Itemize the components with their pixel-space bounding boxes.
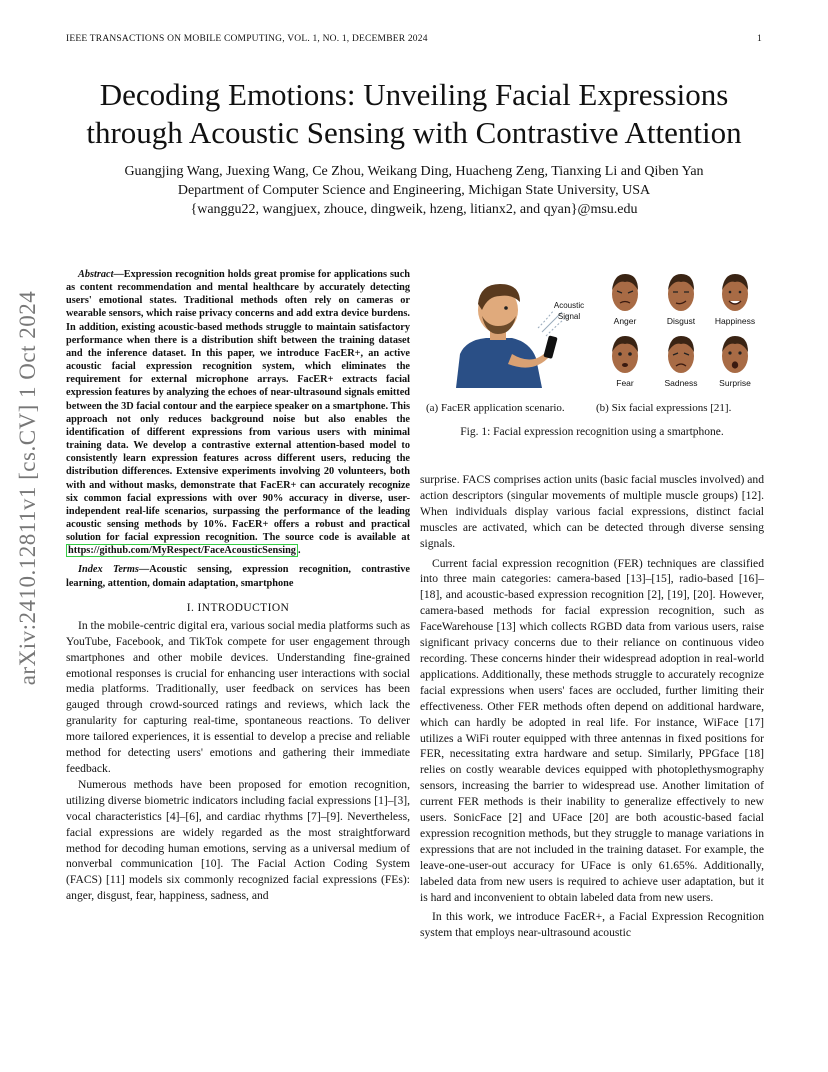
intro-paragraph-2: Numerous methods have been proposed for emotion recognition, utilizing diverse biometric indicators including facial expressions [1]–[3], vocal characteristics [4]–[6], and cardiac rhythms [7]–[9]. Nevertheless, facial expressions are widely regarded as the most straightforward method for decoding human emotions, serving as a universal medium of nonverbal communication [10]. The Facial Action Coding System (FACS) [11] models six commonly recognized facial expressions (FEs): anger, disgust, fear, happiness, sadness, and xyxy=(66,777,410,903)
index-terms-paragraph xyxy=(66,563,410,589)
face-surprise-icon xyxy=(718,332,752,376)
intro-paragraph-1: In the mobile-centric digital era, various social media platforms such as YouTube, Facebook, and TikTok compete for user engagement through smartphones and other mobile devices. Understanding fine-grained emotional responses is crucial for enhancing user interactions with social media platforms. Traditionally, user feedback on services has been gauged through crowd-sourced ratings and reviews, which lack the granularity for capturing real-time, spontaneous reactions. To deliver more tailored experiences, it is essential to develop a precise and reliable method for detecting users' emotions and gathering their immediate feedback. xyxy=(66,618,410,775)
face-surprise xyxy=(710,332,760,388)
right-paragraph-2: Current facial expression recognition (FER) techniques are classified into three main categories: camera-based [13]–[15], radio-based [16]–[18], and acoustic-based expression recognition [2], [19], [20]. However, camera-based methods for facial expression recognition, such as FaceWarehouse [13] which collects RGBD data from various users, raise significant privacy concerns due to their reliance on continuous video recording. These concerns hinder their widespread adoption in real-world applications. Additionally, these methods struggle to accurately recognize facial expressions when users' faces are occluded, further limiting their effectiveness. Other FER methods often depend on additional hardware, which can hardly be adopted in real life. For instance, WiFace [17] utilizes a WiFi router equipped with three antennas in fixed positions for FER, necessitating extra hardware and setup. Similarly, PPGface [18] relies on costly wearable devices equipped with photoplethysmography sensors, increasing the barrier to widespread use. Another limitation of current FER methods is their inability to generalize effectively to new users. SonicFace [2] and UFace [20] are both acoustic-based facial expression recognition methods, but they struggle to manage variations in expressions that are not included in the training dataset. For example, the leave-one-user-out accuracy for UFace is only 61.65%. Additionally, labeled data from new users is required to achieve user adaptation, but it is hard and inconvenient to obtain labeled data from new users. xyxy=(420,556,764,904)
title-line-2: through Acoustic Sensing with Contrastive Attention xyxy=(86,115,742,150)
face-happiness xyxy=(710,270,760,326)
source-code-link[interactable]: https://github.com/MyRespect/FaceAcousticSensing xyxy=(68,545,296,557)
right-paragraph-1: surprise. FACS comprises action units (basic facial muscles involved) and action descriptors (singular movements of multiple muscle groups) [12]. When individuals display various facial expressions, distinct facial muscles are activated, which can be detected through diverse sensing signals. xyxy=(420,473,764,550)
subcaption-a: (a) FacER application scenario. xyxy=(426,402,565,414)
title-line-1: Decoding Emotions: Unveiling Facial Expressions xyxy=(99,77,729,112)
abstract-paragraph xyxy=(66,268,410,557)
abstract-end: . xyxy=(297,545,301,557)
figure-1b-expressions xyxy=(600,270,764,398)
face-label-sadness: Sadness xyxy=(664,378,698,388)
page-number: 1 xyxy=(757,34,762,44)
face-happiness-icon xyxy=(718,270,752,314)
figure-caption: Fig. 1: Facial expression recognition using a smartphone. xyxy=(460,426,724,438)
left-column xyxy=(66,268,410,904)
journal-header: IEEE TRANSACTIONS ON MOBILE COMPUTING, VOL. 1, NO. 1, DECEMBER 2024 xyxy=(66,34,428,44)
acoustic-signal-label: Acoustic Signal xyxy=(553,301,585,321)
abstract-label: Abstract xyxy=(78,269,114,280)
figure-1a-illustration xyxy=(442,270,592,388)
face-label-disgust: Disgust xyxy=(666,316,696,326)
abstract-text: —Expression recognition holds great promise for applications such as content recommendation and mental healthcare by accurately detecting users' emotional states. Traditional methods often rely on cameras or wearable sensors, which raise privacy concerns and add extra device burdens. In addition, existing acoustic-based methods struggle to maintain satisfactory performance when there is a distribution shift between the training dataset and the inference dataset. In this paper, we introduce FacER+, an active acoustic facial expression recognition system, which eliminates the requirement for external microphone arrays. FacER+ extracts facial expression features by analyzing the echoes of near-ultrasound signals emitted between the 3D facial contour and the earpiece speaker on a smartphone. This approach not only reduces background noise but also enables the identification of different expressions from various users with minimal training data. We develop a contrastive external attention-based model to consistently learn expression features across different users, reducing the distribution differences. Extensive experiments involving 20 volunteers, both with and without masks, demonstrate that FacER+ can accurately recognize six common facial expressions with over 90% accuracy in diverse, user-independent real-life scenarios, surpassing the performance of the leading acoustic sensing methods by 10%. FacER+ offers a robust and practical solution for facial expression recognition. The source code is available at xyxy=(66,269,410,544)
face-label-fear: Fear xyxy=(616,378,634,388)
abstract xyxy=(66,268,410,557)
figure-1 xyxy=(420,266,764,446)
face-label-happiness: Happiness xyxy=(714,316,756,326)
author-block xyxy=(40,162,788,219)
arxiv-stamp xyxy=(10,290,46,686)
paper-title xyxy=(40,76,788,152)
face-disgust-icon xyxy=(664,270,698,314)
author-affiliation: Department of Computer Science and Engineering, Michigan State University, USA xyxy=(177,183,651,198)
section-heading-introduction: I. INTRODUCTION xyxy=(186,601,290,614)
index-terms-text: —Acoustic sensing, expression recognition, contrastive learning, attention, domain adaptation, smartphone xyxy=(66,564,410,589)
index-terms-label: Index Terms xyxy=(78,564,139,576)
person-with-phone-icon xyxy=(442,270,592,388)
face-anger xyxy=(600,270,650,326)
subcaption-b: (b) Six facial expressions [21]. xyxy=(596,402,732,414)
author-names: Guangjing Wang, Juexing Wang, Ce Zhou, Weikang Ding, Huacheng Zeng, Tianxing Li and Qiben Yan xyxy=(124,164,704,179)
face-fear-icon xyxy=(608,332,642,376)
face-anger-icon xyxy=(608,270,642,314)
running-header xyxy=(66,34,762,48)
author-emails: {wanggu22, wangjuex, zhouce, dingweik, hzeng, litianx2, and qyan}@msu.edu xyxy=(190,202,638,217)
right-paragraph-3: In this work, we introduce FacER+, a Facial Expression Recognition system that employs near-ultrasound acoustic xyxy=(420,910,764,940)
face-sadness xyxy=(656,332,706,388)
face-label-surprise: Surprise xyxy=(719,378,751,388)
face-disgust xyxy=(656,270,706,326)
face-label-anger: Anger xyxy=(613,316,637,326)
right-column xyxy=(420,472,764,941)
face-sadness-icon xyxy=(664,332,698,376)
face-fear xyxy=(600,332,650,388)
index-terms xyxy=(66,563,410,589)
arxiv-id: arXiv:2410.12811v1 [cs.CV] 1 Oct 2024 xyxy=(15,290,40,686)
